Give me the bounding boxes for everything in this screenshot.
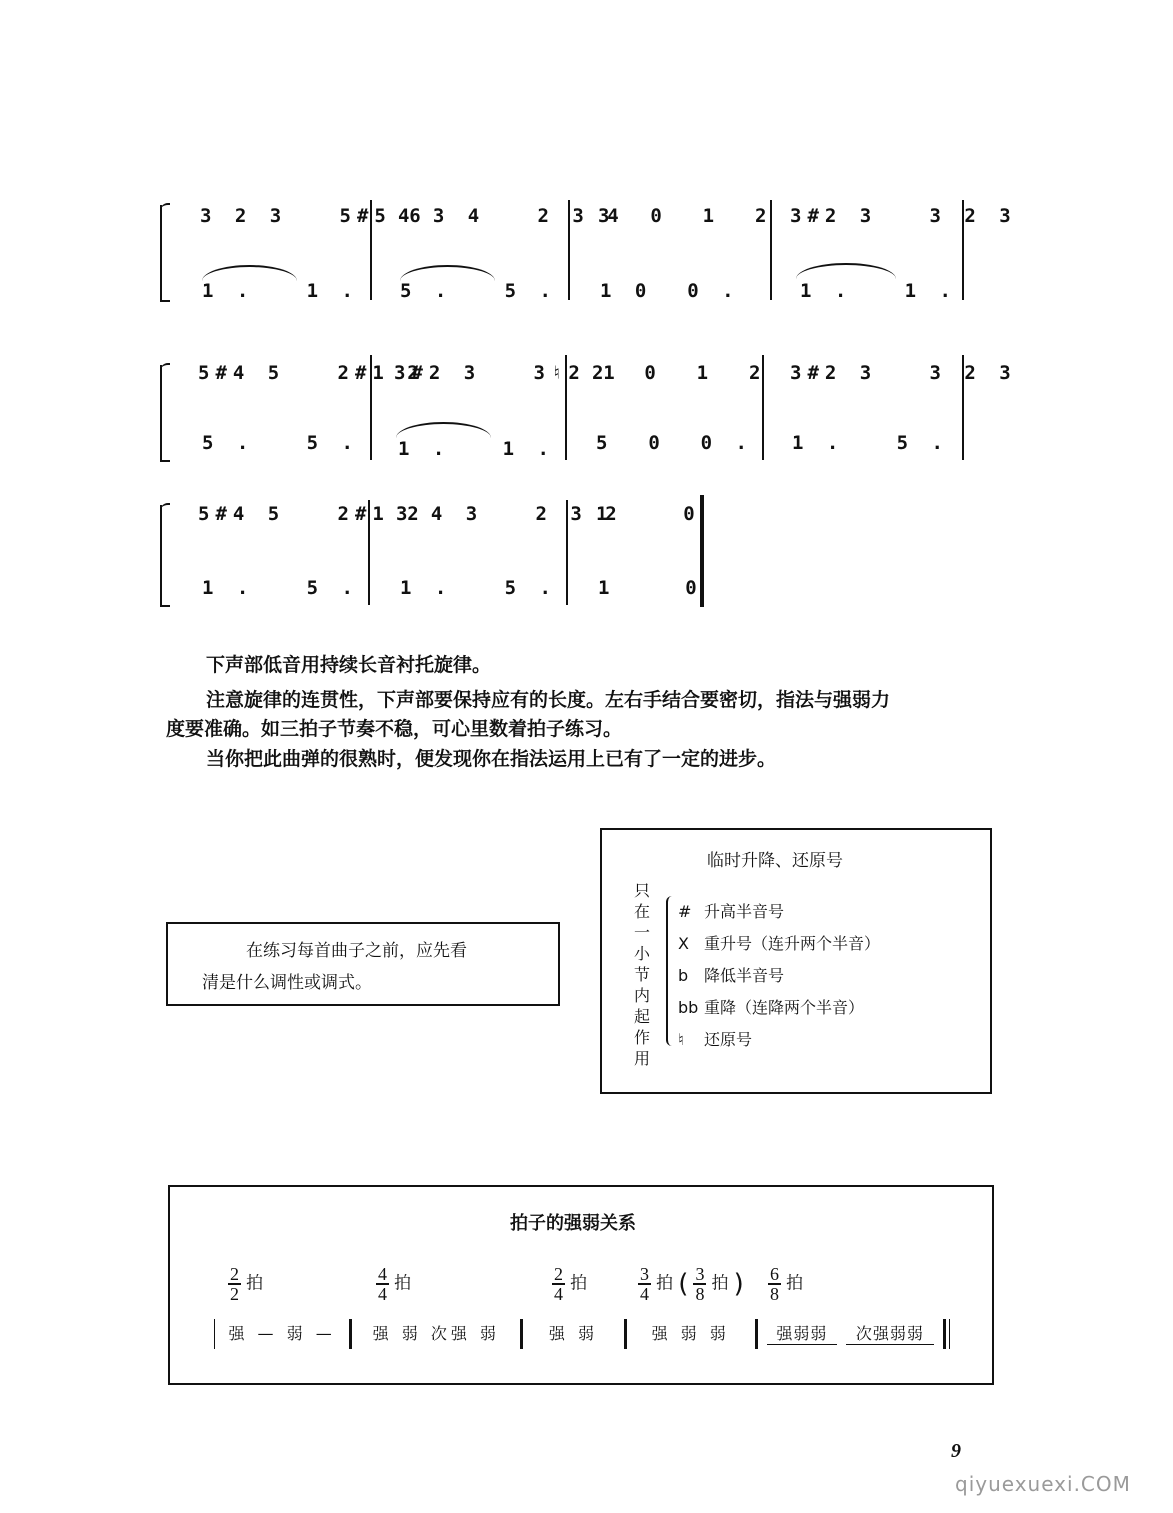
- accidental-symbol: X: [678, 934, 689, 953]
- pattern-2-2: 强 — 弱 —: [228, 1323, 336, 1343]
- sig-numerator: 4: [378, 1264, 387, 1284]
- time-sig-6-8: [768, 1265, 803, 1303]
- note-line-2: 清是什么调性或调式。: [202, 973, 372, 993]
- upper-measure: 3#2 3 3 2 3: [790, 362, 1017, 384]
- accidental-item: [678, 960, 880, 992]
- accidental-item: [678, 896, 880, 928]
- score-system-2: [160, 350, 1017, 465]
- upper-measure: 3 2 3 5#5 6: [200, 205, 427, 227]
- tie: [396, 422, 491, 438]
- upper-measure: 3 4 3 2 3 2: [396, 503, 623, 525]
- accidental-label: 升高半音号: [704, 902, 785, 921]
- accidental-symbol: ♮: [678, 1030, 684, 1049]
- pattern-6-8-b: 次强弱弱: [846, 1321, 934, 1345]
- sig-numerator: 3: [640, 1264, 649, 1284]
- upper-measure: 3#2 3 3 2 3: [790, 205, 1017, 227]
- paragraph-2-cont: 度要准确。如三拍子节奏不稳，可心里数着拍子练习。: [166, 718, 623, 740]
- pattern-3-4: 强 弱 弱: [651, 1323, 730, 1343]
- accidental-item: [678, 1024, 880, 1056]
- meter-title: 拍子的强弱关系: [510, 1213, 636, 1234]
- accidental-symbol: #: [678, 902, 692, 921]
- sig-numerator: 3: [695, 1264, 705, 1284]
- note-line-1: 在练习每首曲子之前，应先看: [246, 941, 467, 961]
- beat-pattern-row: [214, 1319, 950, 1349]
- score-system-3: [160, 495, 970, 610]
- score-system-1: [160, 195, 1017, 305]
- lower-measure: 1 . 1 .: [202, 280, 359, 302]
- accidentals-brace: [666, 896, 676, 1046]
- watermark: qiyuexuexi.COM: [955, 1472, 1131, 1496]
- accidentals-title: 临时升降、还原号: [707, 851, 843, 871]
- time-sig-2-4: [552, 1265, 587, 1303]
- accidental-label: 还原号: [704, 1030, 753, 1049]
- paragraph-1: 下声部低音用持续长音衬托旋律。: [206, 654, 492, 676]
- accidental-label: 降低半音号: [704, 966, 785, 985]
- beat-unit: 拍: [570, 1273, 588, 1294]
- lower-measure: 1 . 5 .: [792, 432, 949, 454]
- accidental-symbol: b: [678, 966, 689, 985]
- time-sig-2-2: [228, 1265, 263, 1303]
- lower-measure: 1 . 5 .: [202, 577, 359, 599]
- system-brace: [160, 505, 176, 605]
- sig-numerator: 2: [230, 1264, 239, 1284]
- upper-measure: 5#4 5 2#1 2: [198, 362, 425, 384]
- sig-numerator: 6: [770, 1264, 779, 1284]
- page-number: 9: [951, 1440, 961, 1462]
- upper-measure: 1 0: [596, 503, 701, 525]
- time-sig-4-4: [376, 1265, 411, 1303]
- note-box: [166, 922, 560, 1006]
- system-brace: [160, 365, 176, 460]
- sig-numerator: 2: [554, 1264, 563, 1284]
- accidentals-box: [600, 828, 992, 1094]
- lower-measure: 1 0 0 .: [600, 280, 740, 302]
- lower-measure: 1 . 5 .: [400, 577, 557, 599]
- beat-unit: 拍: [786, 1273, 804, 1294]
- beat-unit: 拍: [246, 1273, 264, 1294]
- tie: [796, 263, 896, 279]
- upper-measure: 3 0 1 2: [598, 205, 773, 227]
- upper-measure: 4 3 4 2 3 4: [398, 205, 625, 227]
- sig-denominator: 2: [230, 1284, 239, 1304]
- lower-measure: 1 0: [598, 577, 703, 599]
- tie: [202, 265, 297, 281]
- accidental-label: 重升号（连升两个半音）: [704, 934, 881, 953]
- upper-measure: 5#4 5 2#1 2: [198, 503, 425, 525]
- beat-unit: 拍: [656, 1273, 674, 1294]
- accidental-item: [678, 992, 880, 1024]
- tie: [400, 265, 495, 281]
- paragraph-2: 注意旋律的连贯性，下声部要保持应有的长度。左右手结合要密切，指法与强弱力: [206, 689, 891, 711]
- paragraph-3: 当你把此曲弹的很熟时，便发现你在指法运用上已有了一定的进步。: [206, 748, 777, 770]
- accidentals-list: [678, 896, 880, 1056]
- sig-denominator: 4: [554, 1284, 563, 1304]
- lower-measure: 5 . 5 .: [400, 280, 557, 302]
- meter-box: [168, 1185, 994, 1385]
- lower-measure: 5 0 0 .: [596, 432, 753, 454]
- lower-measure: 5 . 5 .: [202, 432, 359, 454]
- time-sig-3-4: $\frac{3}{4}$ 拍 ( $\frac{3}{8}$ 拍 ): [640, 1264, 744, 1304]
- sig-denominator: 4: [378, 1284, 387, 1304]
- sig-denominator: 8: [770, 1284, 779, 1304]
- lower-measure: 1 . 1 .: [398, 438, 555, 460]
- accidental-symbol: bb: [678, 998, 699, 1017]
- pattern-6-8-a: 强弱弱: [767, 1321, 837, 1345]
- lower-measure: 1 . 1 .: [800, 280, 957, 302]
- beat-unit: 拍: [711, 1273, 729, 1294]
- accidental-label: 重降（连降两个半音）: [704, 998, 865, 1017]
- time-sig-3-8: [693, 1265, 706, 1303]
- system-brace: [160, 205, 176, 300]
- sig-denominator: 4: [640, 1284, 649, 1304]
- sig-denominator: 8: [695, 1284, 705, 1304]
- accidental-item: [678, 928, 880, 960]
- pattern-2-4: 强 弱: [548, 1323, 599, 1343]
- upper-measure: 3#2 3 3♮2 1: [394, 362, 621, 384]
- pattern-4-4: 强 弱 次强 弱: [372, 1323, 500, 1343]
- accidentals-side-label: 只在一小节内起作用: [634, 881, 651, 1068]
- upper-measure: 2 0 1 2: [592, 362, 767, 384]
- beat-unit: 拍: [394, 1273, 412, 1294]
